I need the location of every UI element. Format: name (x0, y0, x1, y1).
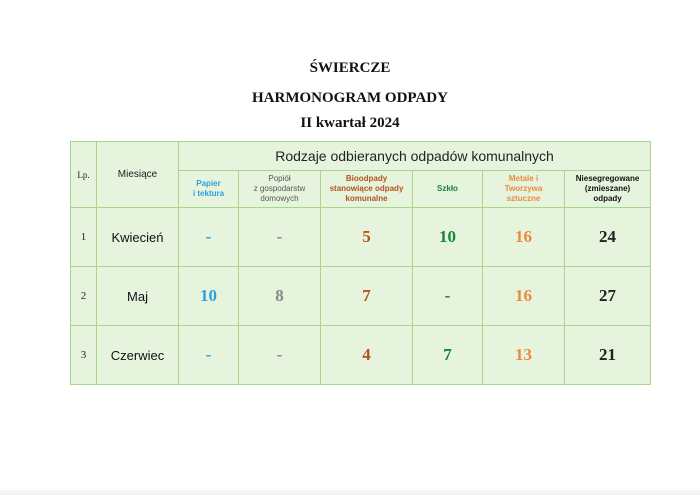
category-paper (179, 171, 239, 208)
category-ash (239, 171, 321, 208)
paper-value: - (179, 208, 239, 267)
month-header: Miesiące (97, 142, 179, 208)
row-number: 3 (71, 326, 97, 385)
ash-value: 8 (239, 267, 321, 326)
row-month: Kwiecień (97, 208, 179, 267)
waste-types-header: Rodzaje odbieranych odpadów komunalnych (179, 142, 651, 171)
category-label-line: stanowiące odpady (329, 184, 404, 193)
bio-value: 5 (321, 208, 413, 267)
category-label-line: (zmieszane) (584, 184, 631, 193)
lp-header: Lp. (71, 142, 97, 208)
row-month: Czerwiec (97, 326, 179, 385)
category-label-line: domowych (260, 194, 299, 203)
quarter-subtitle: II kwartał 2024 (300, 115, 400, 131)
category-label-line: Papier (196, 179, 221, 188)
glass-value: 7 (413, 326, 483, 385)
glass-value: 10 (413, 208, 483, 267)
metal-value: 16 (483, 267, 565, 326)
mixed-value: 27 (565, 267, 651, 326)
table-row (71, 326, 651, 385)
category-label-line: i tektura (192, 189, 225, 198)
category-label-line: sztuczne (506, 194, 541, 203)
category-label-line: komunalne (345, 194, 388, 203)
category-label-line: Szkło (437, 184, 458, 193)
paper-value: - (179, 326, 239, 385)
category-glass (413, 171, 483, 208)
bio-value: 7 (321, 267, 413, 326)
row-number: 2 (71, 267, 97, 326)
category-label-line: odpady (593, 194, 622, 203)
paper-value: 10 (179, 267, 239, 326)
glass-value: - (413, 267, 483, 326)
category-label-line: z gospodarstw (253, 184, 306, 193)
metal-value: 16 (483, 208, 565, 267)
category-mixed (565, 171, 651, 208)
ash-value: - (239, 326, 321, 385)
metal-value: 13 (483, 326, 565, 385)
waste-schedule-table (70, 141, 651, 385)
category-label-line: Bioodpady (345, 174, 388, 183)
category-label-line: Popiół (268, 174, 291, 183)
category-label-line: Tworzywa (504, 184, 543, 193)
mixed-value: 24 (565, 208, 651, 267)
mixed-value: 21 (565, 326, 651, 385)
location-title: ŚWIERCZE (309, 60, 391, 76)
table-row (71, 208, 651, 267)
schedule-title: HARMONOGRAM ODPADY (252, 90, 448, 106)
page-edge-shadow (0, 487, 700, 495)
row-month: Maj (97, 267, 179, 326)
category-label-line: Niesegregowane (575, 174, 640, 183)
row-number: 1 (71, 208, 97, 267)
category-metal-plastic (483, 171, 565, 208)
ash-value: - (239, 208, 321, 267)
category-bio (321, 171, 413, 208)
category-label-line: Metale i (508, 174, 539, 183)
table-row (71, 267, 651, 326)
bio-value: 4 (321, 326, 413, 385)
